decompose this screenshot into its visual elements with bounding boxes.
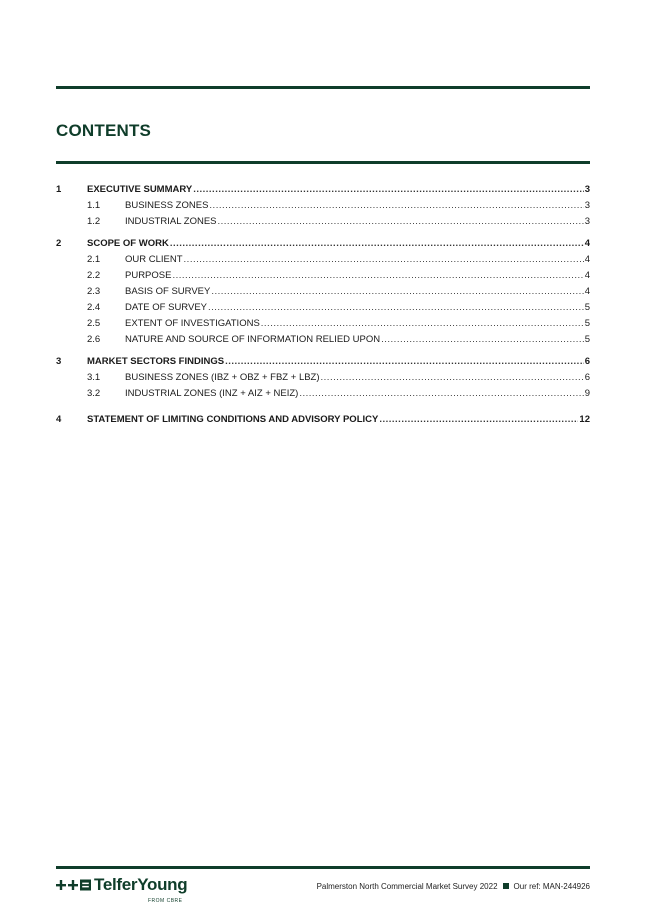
toc-entry-2-3[interactable] (56, 286, 590, 302)
toc-page: 5 (584, 334, 590, 345)
toc-label: BUSINESS ZONES (IBZ + OBZ + FBZ + LBZ) (125, 372, 320, 383)
toc-leader (225, 356, 584, 367)
toc-page: 9 (584, 388, 590, 399)
toc-entry-1-2[interactable] (56, 216, 590, 232)
toc-entry-2-4[interactable] (56, 302, 590, 318)
toc-entry-2-5[interactable] (56, 318, 590, 334)
toc-leader (218, 216, 584, 227)
page-title: CONTENTS (56, 121, 152, 140)
toc-page: 6 (584, 372, 590, 383)
toc-label: MARKET SECTORS FINDINGS (87, 356, 225, 367)
logo-wordmark: TelferYoung (94, 875, 188, 894)
title-divider (56, 161, 590, 164)
toc-leader (170, 238, 584, 249)
square-separator-icon (503, 883, 509, 889)
toc-number: 2.6 (87, 334, 101, 345)
toc-leader (209, 200, 583, 211)
toc-leader (379, 414, 578, 425)
toc-entry-3-2[interactable] (56, 388, 590, 404)
top-divider (56, 86, 590, 89)
toc-label: EXTENT OF INVESTIGATIONS (125, 318, 260, 329)
toc-page: 5 (584, 302, 590, 313)
toc-page: 3 (584, 200, 590, 211)
footer-ref-number: Our ref: MAN-244926 (513, 882, 590, 891)
toc-entry-2-2[interactable] (56, 270, 590, 286)
footer-reference (317, 882, 590, 891)
toc-entry-3-1[interactable] (56, 372, 590, 388)
toc-page: 3 (584, 216, 590, 227)
toc-entry-4[interactable] (56, 414, 590, 430)
toc-page: 4 (584, 270, 590, 281)
toc-entry-2-6[interactable] (56, 334, 590, 350)
table-of-contents (56, 184, 590, 430)
toc-leader (208, 302, 584, 313)
toc-leader (211, 286, 583, 297)
toc-page: 4 (584, 238, 590, 249)
toc-label: BASIS OF SURVEY (125, 286, 211, 297)
toc-number: 2.3 (87, 286, 101, 297)
toc-label: INDUSTRIAL ZONES (INZ + AIZ + NEIZ) (125, 388, 299, 399)
toc-entry-3[interactable] (56, 356, 590, 372)
toc-number: 2.2 (87, 270, 101, 281)
toc-label: EXECUTIVE SUMMARY (87, 184, 193, 195)
toc-page: 4 (584, 254, 590, 265)
toc-number: 3 (56, 356, 62, 367)
toc-label: DATE OF SURVEY (125, 302, 207, 313)
toc-entry-1[interactable] (56, 184, 590, 200)
toc-leader (172, 270, 583, 281)
toc-leader (381, 334, 584, 345)
toc-label: SCOPE OF WORK (87, 238, 169, 249)
toc-leader (321, 372, 584, 383)
toc-number: 2 (56, 238, 62, 249)
toc-number: 2.1 (87, 254, 101, 265)
toc-label: BUSINESS ZONES (125, 200, 209, 211)
toc-label: NATURE AND SOURCE OF INFORMATION RELIED UPON (125, 334, 381, 345)
toc-label: INDUSTRIAL ZONES (125, 216, 217, 227)
toc-number: 4 (56, 414, 62, 425)
toc-page: 5 (584, 318, 590, 329)
toc-number: 2.5 (87, 318, 101, 329)
toc-page: 4 (584, 286, 590, 297)
toc-entry-2[interactable] (56, 238, 590, 254)
toc-number: 2.4 (87, 302, 101, 313)
logo-subtitle: FROM CBRE (148, 898, 183, 904)
toc-page: 6 (584, 356, 590, 367)
toc-leader (261, 318, 584, 329)
footer-document-title: Palmerston North Commercial Market Survey 2022 (316, 882, 498, 891)
toc-entry-2-1[interactable] (56, 254, 590, 270)
toc-page: 3 (584, 184, 590, 195)
toc-label: OUR CLIENT (125, 254, 183, 265)
toc-number: 1 (56, 184, 62, 195)
footer-divider (56, 866, 590, 869)
toc-leader (299, 388, 583, 399)
toc-page: 12 (579, 414, 590, 425)
toc-leader (193, 184, 583, 195)
toc-entry-1-1[interactable] (56, 200, 590, 216)
toc-label: PURPOSE (125, 270, 172, 281)
toc-number: 3.2 (87, 388, 101, 399)
toc-leader (184, 254, 584, 265)
logo-mark-icon (56, 877, 92, 893)
toc-number: 1.1 (87, 200, 101, 211)
toc-number: 3.1 (87, 372, 101, 383)
toc-label: STATEMENT OF LIMITING CONDITIONS AND ADVISORY POLICY (87, 414, 379, 425)
toc-number: 1.2 (87, 216, 101, 227)
